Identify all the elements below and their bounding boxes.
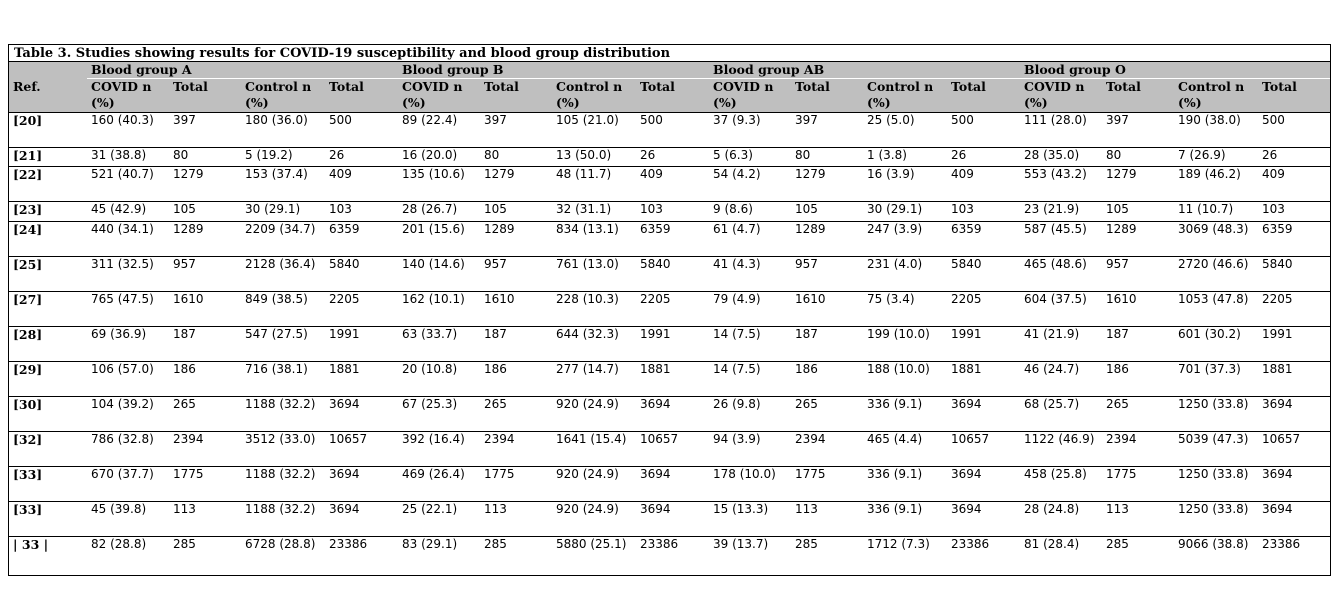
table-cell: 186 bbox=[480, 362, 552, 397]
table-cell: 1641 (15.4) bbox=[552, 432, 636, 467]
table-cell: 26 bbox=[947, 148, 1020, 167]
table-cell: 25 (22.1) bbox=[398, 502, 480, 537]
table-cell: 178 (10.0) bbox=[709, 467, 791, 502]
table-cell: 160 (40.3) bbox=[87, 113, 169, 148]
table-cell: 409 bbox=[636, 167, 709, 202]
table-cell: 10657 bbox=[1258, 432, 1330, 467]
ref-cell: [30] bbox=[9, 397, 87, 432]
table-cell: 68 (25.7) bbox=[1020, 397, 1102, 432]
table-row bbox=[9, 222, 1330, 257]
table-cell: 5 (19.2) bbox=[241, 148, 325, 167]
table-cell: 11 (10.7) bbox=[1174, 202, 1258, 222]
table-cell: 187 bbox=[791, 327, 863, 362]
table-cell: 521 (40.7) bbox=[87, 167, 169, 202]
table-row bbox=[9, 362, 1330, 397]
table-cell: 1188 (32.2) bbox=[241, 502, 325, 537]
table-row bbox=[9, 113, 1330, 148]
table-cell: 103 bbox=[636, 202, 709, 222]
table-cell: 103 bbox=[325, 202, 398, 222]
table-cell: 23 (21.9) bbox=[1020, 202, 1102, 222]
table-cell: 2394 bbox=[480, 432, 552, 467]
table-cell: 186 bbox=[791, 362, 863, 397]
table-cell: 186 bbox=[169, 362, 241, 397]
table-cell: 920 (24.9) bbox=[552, 467, 636, 502]
table-cell: 465 (4.4) bbox=[863, 432, 947, 467]
table-cell: 20 (10.8) bbox=[398, 362, 480, 397]
table-cell: 265 bbox=[791, 397, 863, 432]
table-cell: 3694 bbox=[1258, 467, 1330, 502]
table-cell: 644 (32.3) bbox=[552, 327, 636, 362]
table-row bbox=[9, 167, 1330, 202]
ref-cell: [33] bbox=[9, 467, 87, 502]
table-cell: 1991 bbox=[325, 327, 398, 362]
control-total-header: Total bbox=[947, 79, 1020, 113]
table-cell: 16 (3.9) bbox=[863, 167, 947, 202]
ref-cell: [25] bbox=[9, 257, 87, 292]
table-cell: 26 bbox=[1258, 148, 1330, 167]
table-cell: 6359 bbox=[947, 222, 1020, 257]
table-cell: 16 (20.0) bbox=[398, 148, 480, 167]
table-cell: 761 (13.0) bbox=[552, 257, 636, 292]
table-cell: 67 (25.3) bbox=[398, 397, 480, 432]
subheader-row bbox=[9, 79, 1330, 113]
table-cell: 41 (4.3) bbox=[709, 257, 791, 292]
table-cell: 1881 bbox=[636, 362, 709, 397]
control-n-header: Control n (%) bbox=[863, 79, 947, 113]
table-cell: 849 (38.5) bbox=[241, 292, 325, 327]
table-cell: 957 bbox=[169, 257, 241, 292]
table-cell: 3694 bbox=[1258, 502, 1330, 537]
table-cell: 113 bbox=[1102, 502, 1174, 537]
table-cell: 587 (45.5) bbox=[1020, 222, 1102, 257]
covid-n-header: COVID n (%) bbox=[1020, 79, 1102, 113]
control-n-header: Control n (%) bbox=[552, 79, 636, 113]
table-cell: 1712 (7.3) bbox=[863, 537, 947, 572]
table-cell: 105 bbox=[169, 202, 241, 222]
table-cell: 1188 (32.2) bbox=[241, 467, 325, 502]
table-cell: 89 (22.4) bbox=[398, 113, 480, 148]
table-cell: 26 bbox=[325, 148, 398, 167]
table-cell: 81 (28.4) bbox=[1020, 537, 1102, 572]
table-cell: 1289 bbox=[1102, 222, 1174, 257]
table-cell: 190 (38.0) bbox=[1174, 113, 1258, 148]
table-cell: 69 (36.9) bbox=[87, 327, 169, 362]
control-total-header: Total bbox=[325, 79, 398, 113]
table-cell: 63 (33.7) bbox=[398, 327, 480, 362]
ref-cell: [28] bbox=[9, 327, 87, 362]
table-cell: 80 bbox=[791, 148, 863, 167]
table-cell: 140 (14.6) bbox=[398, 257, 480, 292]
table-cell: 500 bbox=[325, 113, 398, 148]
table-cell: 440 (34.1) bbox=[87, 222, 169, 257]
table-cell: 7 (26.9) bbox=[1174, 148, 1258, 167]
table-cell: 187 bbox=[1102, 327, 1174, 362]
table-cell: 3694 bbox=[1258, 397, 1330, 432]
group-header-o: Blood group O bbox=[1020, 62, 1330, 79]
table-cell: 106 (57.0) bbox=[87, 362, 169, 397]
table-cell: 957 bbox=[1102, 257, 1174, 292]
table-cell: 45 (39.8) bbox=[87, 502, 169, 537]
table-cell: 113 bbox=[480, 502, 552, 537]
covid-total-header: Total bbox=[480, 79, 552, 113]
table-cell: 103 bbox=[1258, 202, 1330, 222]
table-cell: 3694 bbox=[325, 467, 398, 502]
table-cell: 920 (24.9) bbox=[552, 502, 636, 537]
table-cell: 397 bbox=[169, 113, 241, 148]
table-row bbox=[9, 432, 1330, 467]
table-cell: 500 bbox=[947, 113, 1020, 148]
table-cell: 277 (14.7) bbox=[552, 362, 636, 397]
control-n-header: Control n (%) bbox=[241, 79, 325, 113]
table-cell: 336 (9.1) bbox=[863, 397, 947, 432]
table-cell: 187 bbox=[480, 327, 552, 362]
table-cell: 786 (32.8) bbox=[87, 432, 169, 467]
table-cell: 111 (28.0) bbox=[1020, 113, 1102, 148]
table-cell: 3069 (48.3) bbox=[1174, 222, 1258, 257]
table-row bbox=[9, 397, 1330, 432]
blood-group-table bbox=[9, 62, 1330, 572]
covid-n-header: COVID n (%) bbox=[87, 79, 169, 113]
table-row bbox=[9, 292, 1330, 327]
table-cell: 1188 (32.2) bbox=[241, 397, 325, 432]
table-cell: 61 (4.7) bbox=[709, 222, 791, 257]
table-cell: 9 (8.6) bbox=[709, 202, 791, 222]
table-cell: 547 (27.5) bbox=[241, 327, 325, 362]
table-cell: 834 (13.1) bbox=[552, 222, 636, 257]
table-cell: 6359 bbox=[636, 222, 709, 257]
table-cell: 1610 bbox=[480, 292, 552, 327]
table-cell: 2205 bbox=[325, 292, 398, 327]
table-cell: 1775 bbox=[169, 467, 241, 502]
table-cell: 397 bbox=[1102, 113, 1174, 148]
ref-cell: | 33 | bbox=[9, 537, 87, 572]
ref-cell: [33] bbox=[9, 502, 87, 537]
table-cell: 1289 bbox=[480, 222, 552, 257]
table-cell: 3512 (33.0) bbox=[241, 432, 325, 467]
table-cell: 104 (39.2) bbox=[87, 397, 169, 432]
table-cell: 6359 bbox=[1258, 222, 1330, 257]
control-total-header: Total bbox=[1258, 79, 1330, 113]
table-cell: 10657 bbox=[947, 432, 1020, 467]
table-cell: 30 (29.1) bbox=[863, 202, 947, 222]
table-cell: 716 (38.1) bbox=[241, 362, 325, 397]
table-cell: 604 (37.5) bbox=[1020, 292, 1102, 327]
table-cell: 28 (26.7) bbox=[398, 202, 480, 222]
table-row bbox=[9, 467, 1330, 502]
table-cell: 105 bbox=[480, 202, 552, 222]
table-cell: 957 bbox=[791, 257, 863, 292]
table-cell: 187 bbox=[169, 327, 241, 362]
table-cell: 201 (15.6) bbox=[398, 222, 480, 257]
table-row bbox=[9, 202, 1330, 222]
table-cell: 285 bbox=[169, 537, 241, 572]
table-cell: 5880 (25.1) bbox=[552, 537, 636, 572]
covid-n-header: COVID n (%) bbox=[709, 79, 791, 113]
table-cell: 94 (3.9) bbox=[709, 432, 791, 467]
table-cell: 765 (47.5) bbox=[87, 292, 169, 327]
covid-total-header: Total bbox=[1102, 79, 1174, 113]
table-cell: 3694 bbox=[325, 397, 398, 432]
table-cell: 1610 bbox=[1102, 292, 1174, 327]
ref-cell: [32] bbox=[9, 432, 87, 467]
table-cell: 2720 (46.6) bbox=[1174, 257, 1258, 292]
table-cell: 5840 bbox=[947, 257, 1020, 292]
ref-cell: [20] bbox=[9, 113, 87, 148]
table-cell: 1250 (33.8) bbox=[1174, 397, 1258, 432]
table-cell: 3694 bbox=[947, 397, 1020, 432]
table-cell: 162 (10.1) bbox=[398, 292, 480, 327]
table-cell: 5039 (47.3) bbox=[1174, 432, 1258, 467]
table-cell: 1250 (33.8) bbox=[1174, 467, 1258, 502]
ref-cell: [22] bbox=[9, 167, 87, 202]
table-cell: 3694 bbox=[947, 502, 1020, 537]
table-cell: 14 (7.5) bbox=[709, 327, 791, 362]
ref-cell: [24] bbox=[9, 222, 87, 257]
control-n-header: Control n (%) bbox=[1174, 79, 1258, 113]
table-cell: 1122 (46.9) bbox=[1020, 432, 1102, 467]
covid-total-header: Total bbox=[169, 79, 241, 113]
table-cell: 500 bbox=[1258, 113, 1330, 148]
table-cell: 113 bbox=[169, 502, 241, 537]
table-cell: 103 bbox=[947, 202, 1020, 222]
table-cell: 30 (29.1) bbox=[241, 202, 325, 222]
table-cell: 3694 bbox=[947, 467, 1020, 502]
table-cell: 1775 bbox=[791, 467, 863, 502]
table-cell: 1991 bbox=[1258, 327, 1330, 362]
table-cell: 1279 bbox=[480, 167, 552, 202]
table-row bbox=[9, 148, 1330, 167]
table-cell: 397 bbox=[791, 113, 863, 148]
table-cell: 3694 bbox=[636, 467, 709, 502]
table-cell: 39 (13.7) bbox=[709, 537, 791, 572]
table-cell: 105 (21.0) bbox=[552, 113, 636, 148]
table-cell: 1279 bbox=[1102, 167, 1174, 202]
table-cell: 80 bbox=[169, 148, 241, 167]
table-cell: 6728 (28.8) bbox=[241, 537, 325, 572]
table-cell: 2128 (36.4) bbox=[241, 257, 325, 292]
table-cell: 1289 bbox=[791, 222, 863, 257]
table-cell: 26 (9.8) bbox=[709, 397, 791, 432]
group-header-ab: Blood group AB bbox=[709, 62, 1020, 79]
table-cell: 75 (3.4) bbox=[863, 292, 947, 327]
control-total-header: Total bbox=[636, 79, 709, 113]
table-cell: 409 bbox=[325, 167, 398, 202]
table-caption: Table 3. Studies showing results for COVID-19 susceptibility and blood group distribution bbox=[9, 45, 1330, 62]
table-cell: 311 (32.5) bbox=[87, 257, 169, 292]
table-cell: 1610 bbox=[169, 292, 241, 327]
table-cell: 1991 bbox=[636, 327, 709, 362]
table-cell: 54 (4.2) bbox=[709, 167, 791, 202]
table-cell: 82 (28.8) bbox=[87, 537, 169, 572]
table-cell: 180 (36.0) bbox=[241, 113, 325, 148]
covid-n-header: COVID n (%) bbox=[398, 79, 480, 113]
table-cell: 23386 bbox=[636, 537, 709, 572]
table-cell: 28 (35.0) bbox=[1020, 148, 1102, 167]
table-cell: 336 (9.1) bbox=[863, 502, 947, 537]
table-cell: 48 (11.7) bbox=[552, 167, 636, 202]
table-cell: 397 bbox=[480, 113, 552, 148]
table-cell: 247 (3.9) bbox=[863, 222, 947, 257]
table-cell: 45 (42.9) bbox=[87, 202, 169, 222]
table-cell: 409 bbox=[947, 167, 1020, 202]
table-cell: 2394 bbox=[1102, 432, 1174, 467]
table-cell: 80 bbox=[1102, 148, 1174, 167]
table-cell: 701 (37.3) bbox=[1174, 362, 1258, 397]
table-row bbox=[9, 502, 1330, 537]
table-cell: 1610 bbox=[791, 292, 863, 327]
table-cell: 601 (30.2) bbox=[1174, 327, 1258, 362]
table-cell: 265 bbox=[480, 397, 552, 432]
table-cell: 31 (38.8) bbox=[87, 148, 169, 167]
table-cell: 10657 bbox=[636, 432, 709, 467]
table-cell: 1881 bbox=[1258, 362, 1330, 397]
table-cell: 285 bbox=[791, 537, 863, 572]
table-cell: 3694 bbox=[636, 502, 709, 537]
table-cell: 670 (37.7) bbox=[87, 467, 169, 502]
table-cell: 2394 bbox=[169, 432, 241, 467]
table-cell: 500 bbox=[636, 113, 709, 148]
table-cell: 1775 bbox=[480, 467, 552, 502]
table-cell: 920 (24.9) bbox=[552, 397, 636, 432]
table-cell: 32 (31.1) bbox=[552, 202, 636, 222]
table-cell: 2205 bbox=[947, 292, 1020, 327]
table-cell: 469 (26.4) bbox=[398, 467, 480, 502]
table-cell: 6359 bbox=[325, 222, 398, 257]
table-row bbox=[9, 257, 1330, 292]
table-cell: 1289 bbox=[169, 222, 241, 257]
table-cell: 41 (21.9) bbox=[1020, 327, 1102, 362]
table-cell: 37 (9.3) bbox=[709, 113, 791, 148]
table-cell: 5840 bbox=[325, 257, 398, 292]
table-frame bbox=[8, 44, 1331, 576]
table-cell: 285 bbox=[480, 537, 552, 572]
table-row bbox=[9, 327, 1330, 362]
table-cell: 5840 bbox=[1258, 257, 1330, 292]
table-cell: 79 (4.9) bbox=[709, 292, 791, 327]
table-cell: 2209 (34.7) bbox=[241, 222, 325, 257]
table-cell: 265 bbox=[1102, 397, 1174, 432]
table-cell: 2205 bbox=[636, 292, 709, 327]
table-cell: 265 bbox=[169, 397, 241, 432]
ref-cell: [23] bbox=[9, 202, 87, 222]
table-cell: 336 (9.1) bbox=[863, 467, 947, 502]
table-cell: 46 (24.7) bbox=[1020, 362, 1102, 397]
table-cell: 2205 bbox=[1258, 292, 1330, 327]
table-cell: 189 (46.2) bbox=[1174, 167, 1258, 202]
table-cell: 1279 bbox=[791, 167, 863, 202]
group-header-a: Blood group A bbox=[87, 62, 398, 79]
table-cell: 1881 bbox=[325, 362, 398, 397]
table-cell: 23386 bbox=[1258, 537, 1330, 572]
ref-cell: [29] bbox=[9, 362, 87, 397]
table-cell: 392 (16.4) bbox=[398, 432, 480, 467]
table-cell: 5 (6.3) bbox=[709, 148, 791, 167]
table-cell: 2394 bbox=[791, 432, 863, 467]
table-cell: 15 (13.3) bbox=[709, 502, 791, 537]
table-body bbox=[9, 113, 1330, 572]
table-cell: 14 (7.5) bbox=[709, 362, 791, 397]
table-cell: 23386 bbox=[947, 537, 1020, 572]
table-cell: 1881 bbox=[947, 362, 1020, 397]
table-cell: 285 bbox=[1102, 537, 1174, 572]
table-cell: 153 (37.4) bbox=[241, 167, 325, 202]
table-cell: 228 (10.3) bbox=[552, 292, 636, 327]
table-cell: 23386 bbox=[325, 537, 398, 572]
ref-header: Ref. bbox=[9, 62, 87, 113]
table-cell: 9066 (38.8) bbox=[1174, 537, 1258, 572]
ref-cell: [21] bbox=[9, 148, 87, 167]
table-cell: 957 bbox=[480, 257, 552, 292]
table-cell: 26 bbox=[636, 148, 709, 167]
table-cell: 28 (24.8) bbox=[1020, 502, 1102, 537]
table-cell: 83 (29.1) bbox=[398, 537, 480, 572]
table-cell: 458 (25.8) bbox=[1020, 467, 1102, 502]
table-cell: 1279 bbox=[169, 167, 241, 202]
table-cell: 231 (4.0) bbox=[863, 257, 947, 292]
group-header-row bbox=[9, 62, 1330, 79]
table-cell: 553 (43.2) bbox=[1020, 167, 1102, 202]
table-cell: 188 (10.0) bbox=[863, 362, 947, 397]
covid-total-header: Total bbox=[791, 79, 863, 113]
table-cell: 409 bbox=[1258, 167, 1330, 202]
table-row bbox=[9, 537, 1330, 572]
table-cell: 105 bbox=[1102, 202, 1174, 222]
table-cell: 13 (50.0) bbox=[552, 148, 636, 167]
ref-cell: [27] bbox=[9, 292, 87, 327]
table-cell: 135 (10.6) bbox=[398, 167, 480, 202]
table-cell: 3694 bbox=[636, 397, 709, 432]
table-cell: 465 (48.6) bbox=[1020, 257, 1102, 292]
table-cell: 105 bbox=[791, 202, 863, 222]
table-cell: 10657 bbox=[325, 432, 398, 467]
table-cell: 3694 bbox=[325, 502, 398, 537]
table-cell: 1775 bbox=[1102, 467, 1174, 502]
table-cell: 199 (10.0) bbox=[863, 327, 947, 362]
table-cell: 1250 (33.8) bbox=[1174, 502, 1258, 537]
table-cell: 113 bbox=[791, 502, 863, 537]
table-cell: 186 bbox=[1102, 362, 1174, 397]
table-cell: 1 (3.8) bbox=[863, 148, 947, 167]
table-cell: 5840 bbox=[636, 257, 709, 292]
group-header-b: Blood group B bbox=[398, 62, 709, 79]
table-cell: 1991 bbox=[947, 327, 1020, 362]
table-cell: 80 bbox=[480, 148, 552, 167]
table-cell: 1053 (47.8) bbox=[1174, 292, 1258, 327]
table-cell: 25 (5.0) bbox=[863, 113, 947, 148]
